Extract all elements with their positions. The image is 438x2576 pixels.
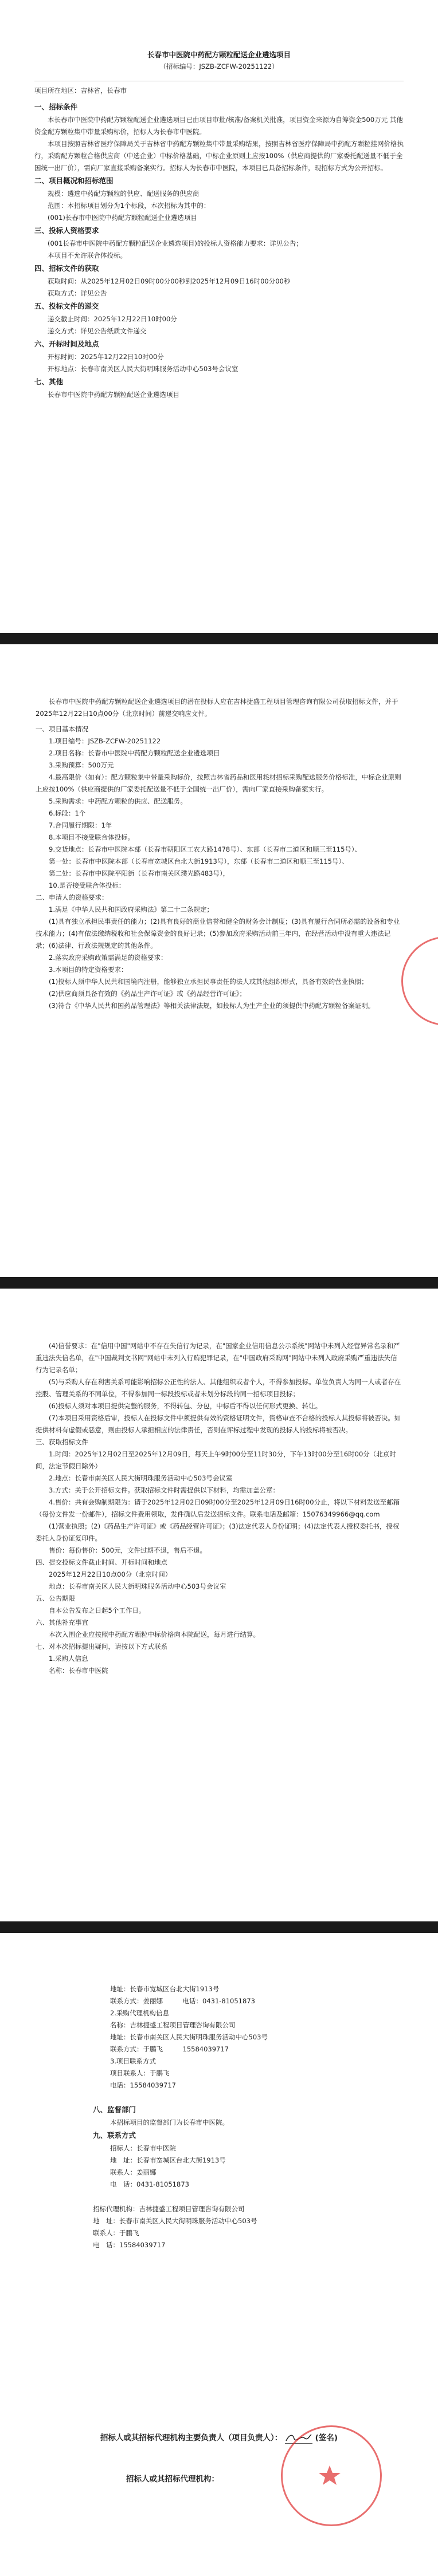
paragraph: (1)营业执照；(2)《药品生产许可证》或《药品经营许可证》；(3)法定代表人身份证明；(4)法定代表人授权委托书，授权委托人身份证复印件。 bbox=[36, 1522, 400, 1542]
contact-line: 招标人：长春市中医院 bbox=[110, 2144, 176, 2152]
section-heading: 七、对本次招标提出疑问，请按以下方式联系 bbox=[36, 1643, 167, 1651]
contact-line: 名称：吉林捷盛工程项目管理咨询有限公司 bbox=[110, 2021, 236, 2029]
seal-stamp-partial bbox=[401, 936, 438, 1026]
signature-tail: (签名) bbox=[315, 2433, 338, 2443]
signature-line-2: 招标人或其招标代理机构： bbox=[126, 2474, 219, 2484]
list-item: (1)投标人须中华人民共和国境内注册，能够独立承担民事责任的法人或其他组织形式，具备有效的营业执照； bbox=[49, 978, 368, 986]
paragraph: 递交截止时间：2025年12月22日10时00分 bbox=[48, 315, 177, 323]
paragraph: 2025年12月22日10点00分（北京时间） bbox=[49, 1570, 172, 1578]
paragraph: 本招标项目的监督部门为长春市中医院。 bbox=[110, 2118, 229, 2126]
contact-line: 地址：长春市宽城区台北大街1913号 bbox=[110, 1985, 220, 1993]
paragraph: 3.方式：关于公开招标文件。获取招标文件时需提供以下材料，均需加盖公章： bbox=[49, 1486, 279, 1494]
list-item: 4.最高限价（如有）：配方颗粒集中带量采购标价，按照吉林省药品和医用耗材招标采购配送服务价格标准，中标企业原则上应按100%（供应商提供的厂家委托配送量不低于全国统一出厂价），需向厂家直接采购备案实行。 bbox=[36, 773, 401, 793]
list-item: 10.是否接受联合体投标： bbox=[49, 881, 126, 889]
paragraph: 本长春市中医院中药配方颗粒配送企业遴选项目已由项目审批/核准/备案机关批准，项目资金来源为自筹资金500万元 其他资金配方颗粒集中带量采购标价，招标人为长春市中医院。 bbox=[34, 116, 403, 136]
contact-line: 地址：长春市南关区人民大街明珠服务活动中心503号 bbox=[110, 2033, 268, 2041]
list-item: (3)符合《中华人民共和国药品管理法》等相关法律法规，如投标人为生产企业的须提供中药配方颗粒备案证明。 bbox=[49, 1002, 375, 1010]
list-item: (001)长春市中医院中药配方颗粒配送企业遴选项目 bbox=[48, 214, 197, 222]
paragraph: (001长春市中医院中药配方颗粒配送企业遴选项目)的投标人资格能力要求：详见公告； bbox=[48, 239, 303, 247]
list-item: 3.采购预算：500万元 bbox=[49, 761, 114, 769]
contact-line: 地 址：长春市南关区人民大街明珠服务活动中心503号 bbox=[93, 2217, 257, 2225]
contact-line: 联系方式：姜丽娜 电话：0431-81051873 bbox=[110, 1997, 255, 2005]
page-gap bbox=[0, 633, 438, 644]
contact-line: 电 话：0431-81051873 bbox=[110, 2180, 189, 2188]
paragraph: (6)投标人须对本项目提供完整的服务，不得转包、分包，中标后不得以任何形式更换、转让。 bbox=[49, 1402, 322, 1410]
contact-line: 联系方式：于鹏飞 15584039717 bbox=[110, 2045, 229, 2053]
section-heading: 三、获取招标文件 bbox=[36, 1438, 88, 1446]
list-item: 规模：遴选中药配方颗粒的供应、配送服务的供应商 bbox=[48, 190, 200, 198]
document-page-4 bbox=[0, 1933, 438, 2576]
contact-line: 招标代理机构：吉林捷盛工程项目管理咨询有限公司 bbox=[93, 2205, 245, 2213]
section-heading: 五、投标文件的递交 bbox=[34, 302, 99, 310]
list-item: (2)供应商须具备有效的《药品生产许可证》或《药品经营许可证》； bbox=[49, 990, 247, 998]
paragraph: 获取时间：从2025年12月02日09时00分00秒到2025年12月09日16时00分00秒 bbox=[48, 277, 291, 285]
contact-line: 3.项目联系方式 bbox=[110, 2057, 156, 2065]
list-item: 7.合同履行期限：1年 bbox=[49, 821, 112, 829]
list-item: 第一处：长春市中医院本部（长春市宽城区台北大街1913号），东部（长春市二道区和顺三至115号）、 bbox=[49, 857, 349, 865]
paragraph: 地点：长春市南关区人民大街明珠服务活动中心503号会议室 bbox=[49, 1582, 226, 1590]
paragraph: 本项目按照吉林省医疗保障局关于吉林省中药配方颗粒集中带量采购结果，按照吉林省医疗保障局中药配方颗粒挂网价格执行，采购配方颗粒合格供应商（中选企业）中标价格基础，中标企业原则上应按100%（供应商提供的厂家委托配送量不低于全国统一出厂价），需向厂家直接采购备案实行。招标人为长春市中医院，本项目已具备招标条件，现招标方式为公开招标。 bbox=[34, 140, 404, 172]
document-page-1 bbox=[0, 0, 438, 633]
paragraph: 本次入围企业应按照中药配方颗粒中标价格向本院配送，每月进行结算。 bbox=[49, 1630, 260, 1638]
paragraph: 长春市中医院中药配方颗粒配送企业遴选项目 bbox=[48, 391, 179, 399]
seal-stamp bbox=[281, 2425, 382, 2526]
paragraph: 名称：长春市中医院 bbox=[49, 1667, 108, 1675]
paragraph: (5)与采购人存在利害关系可能影响招标公正性的法人、其他组织或者个人，不得参加投标。单位负责人为同一人或者存在控股、管理关系的不同单位，不得参加同一标段投标或者未划分标段的同一招标项目投标； bbox=[36, 1378, 401, 1398]
section-heading: 八、监督部门 bbox=[93, 2105, 136, 2114]
section-heading: 六、开标时间及地点 bbox=[34, 340, 99, 348]
paragraph: 自本公告发布之日起5个工作日。 bbox=[49, 1606, 146, 1614]
section-heading: 三、投标人资格要求 bbox=[34, 226, 99, 235]
section-heading: 六、其他补充事宜 bbox=[36, 1618, 88, 1626]
contact-line: 2.采购代理机构信息 bbox=[110, 2009, 169, 2017]
paragraph: 2.地点：长春市南关区人民大街明珠服务活动中心503号会议室 bbox=[49, 1474, 233, 1482]
contact-line: 项目联系人：于鹏飞 bbox=[110, 2069, 170, 2077]
page-gap bbox=[0, 1921, 438, 1933]
list-item: 2.项目名称：长春市中医院中药配方颗粒配送企业遴选项目 bbox=[49, 749, 220, 757]
page-gap bbox=[0, 1277, 438, 1289]
contact-line: 地 址：长春市宽城区台北大街1913号 bbox=[110, 2156, 226, 2164]
section-heading: 四、提交投标文件截止时间、开标时间和地点 bbox=[36, 1558, 167, 1566]
signature-label: 招标人或其招标代理机构主要负责人（项目负责人）： bbox=[100, 2433, 283, 2443]
list-item: 6.标段：1个 bbox=[49, 809, 86, 817]
list-item: 1.满足《中华人民共和国政府采购法》第二十二条规定； bbox=[49, 905, 213, 913]
project-location: 项目所在地区：吉林省，长春市 bbox=[34, 86, 127, 94]
document-page-3 bbox=[0, 1289, 438, 1921]
section-heading: 九、联系方式 bbox=[93, 2131, 136, 2140]
paragraph: 开标地点：长春市南关区人民大街明珠服务活动中心503号会议室 bbox=[48, 365, 238, 373]
notice-title: 长春市中医院中药配方颗粒配送企业遴选项目 bbox=[147, 50, 291, 59]
paragraph: 开标时间：2025年12月22日10时00分 bbox=[48, 353, 164, 361]
paragraph: (7)本项目采用资格后审，投标人在投标文件中须提供有效的资格证明文件，资格审查不合格的投标人其投标将被否决。如提供材料有虚假或恶意，则由投标人承担相应的法律责任，否则在评标过程中发现的投标人的投标将被否决。 bbox=[36, 1414, 401, 1434]
section-heading: 一、项目基本情况 bbox=[36, 725, 88, 733]
section-heading: 一、招标条件 bbox=[34, 103, 78, 111]
list-item: 范围：本招标项目划分为1个标段，本次招标为其中的： bbox=[48, 202, 210, 210]
contact-line: 联系人：姜丽娜 bbox=[110, 2168, 157, 2176]
document-page-2 bbox=[0, 644, 438, 1277]
paragraph: 4.售价：共有会购制期限为：请于2025年12月02日09时00分至2025年12月09日16时00分止，将以下材料发送至邮箱（每份文件发一份邮件），招标文件费用领取，发件确认后发送招标文件。联系电话及邮箱：15076349966@qq.com bbox=[36, 1498, 400, 1518]
section-heading: 二、项目概况和招标范围 bbox=[34, 176, 114, 185]
paragraph: 1.时间：2025年12月02日至2025年12月09日，每天上午9时00分至11时30分，下午13时00分至16时00分（北京时间，法定节假日除外） bbox=[36, 1450, 396, 1470]
contact-line: 电 话：15584039717 bbox=[93, 2241, 166, 2249]
paragraph: (4)信誉要求：在"信用中国"网站中不存在失信行为记录，在"国家企业信用信息公示系统"网站中未列入经营异常名录和严重违法失信名单，在"中国裁判文书网"网站中未列入行贿犯罪记录，在"中国政府采购网"网站中未列入政府采购严重违法失信行为记录名单； bbox=[36, 1342, 400, 1374]
tender-number: （招标编号：JSZB-ZCFW-20251122） bbox=[159, 62, 279, 70]
list-item: 2.落实政府采购政策需满足的资格要求： bbox=[49, 954, 167, 962]
paragraph: 售价：每份售价：500元，文件过期不退，售后不退。 bbox=[49, 1546, 206, 1554]
paragraph: 获取方式：详见公告 bbox=[48, 289, 107, 297]
list-item: 5.采购需求：中药配方颗粒的供应、配送服务。 bbox=[49, 797, 187, 805]
list-item: 3.本项目的特定资格要求： bbox=[49, 966, 128, 974]
section-heading: 二、申请人的资格要求： bbox=[36, 893, 108, 901]
list-item: 第二处：长春市中医院平阳街（长春市南关区璞光路483号）， bbox=[49, 869, 230, 877]
section-heading: 五、公告期限 bbox=[36, 1594, 75, 1602]
paragraph: 递交方式：详见公告纸质文件递交 bbox=[48, 327, 147, 335]
list-item: 1.项目编号：JSZB-ZCFW-20251122 bbox=[49, 737, 161, 745]
contact-line: 联系人：于鹏飞 bbox=[93, 2229, 139, 2237]
section-heading: 四、招标文件的获取 bbox=[34, 264, 99, 273]
list-item: (1)具有独立承担民事责任的能力；(2)具有良好的商业信誉和健全的财务会计制度；(3)具有履行合同所必需的设备和专业技术能力；(4)有依法缴纳税收和社会保障资金的良好记录；(5)参加政府采购活动前三年内，在经营活动中没有重大违法记录；(6)法律、行政法规规定的其他条件。 bbox=[36, 917, 400, 950]
paragraph: 本项目不允许联合体投标。 bbox=[48, 251, 127, 259]
section-heading: 七、其他 bbox=[34, 377, 64, 386]
contact-line: 电话：15584039717 bbox=[110, 2081, 176, 2089]
paragraph: 1.采购人信息 bbox=[49, 1655, 88, 1663]
intro-paragraph: 长春市中医院中药配方颗粒配送企业遴选项目的潜在投标人应在吉林捷盛工程项目管理咨询有限公司获取招标文件，并于2025年12月22日10点00分（北京时间）前递交响应文件。 bbox=[36, 698, 398, 718]
list-item: 9.交货地点：长春市中医院本部（长春市朝阳区工农大路1478号）、东部（长春市二道区和顺三至115号）、 bbox=[49, 845, 362, 853]
list-item: 8.本项目不接受联合体投标。 bbox=[49, 833, 134, 841]
